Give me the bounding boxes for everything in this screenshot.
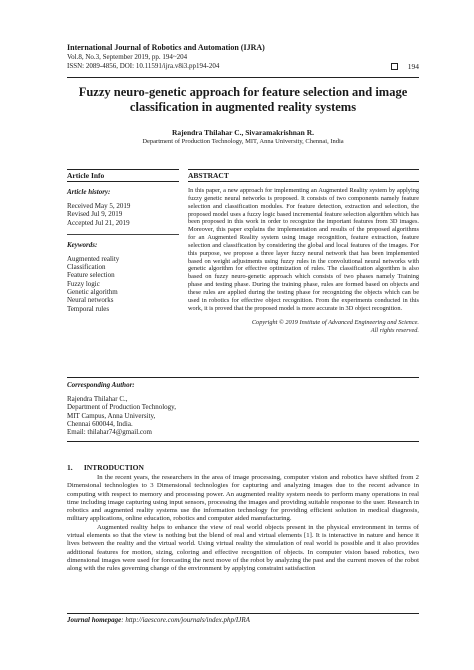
- corresponding-email: Email: thilahar74@gmail.com: [67, 428, 152, 437]
- history-label: Article history:: [67, 188, 111, 196]
- keyword: Temporal rules: [67, 304, 110, 313]
- copyright-line: Copyright © 2019 Institute of Advanced Engineering and Science.: [251, 318, 419, 326]
- keyword: Fuzzy logic: [67, 279, 100, 288]
- journal-header: [67, 43, 419, 70]
- corresponding-label: Corresponding Author:: [67, 381, 135, 389]
- abstract-section: [188, 169, 419, 335]
- page-number: 194: [407, 61, 419, 71]
- keyword: Neural networks: [67, 296, 114, 305]
- footer-rule: [67, 613, 419, 614]
- history-received: Received May 5, 2019: [67, 202, 131, 210]
- issn-line: ISSN: 2089-4856, DOI: 10.11591/ijra.v8i3.pp194-204: [67, 61, 220, 70]
- authors: Rajendra Thilahar C., Sivaramakrishnan R.: [171, 128, 315, 137]
- keyword: Genetic algorithm: [67, 288, 118, 297]
- homepage-url[interactable]: : http://iaescore.com/journals/index.php/IJRA: [121, 616, 250, 624]
- corresponding-author: [67, 377, 419, 442]
- homepage-label: Journal homepage: [67, 616, 122, 624]
- intro-body: [67, 474, 419, 574]
- intro-paragraph: Augmented reality helps to enhance the view of real world objects present in the physical environment in terms of virtual elements so that the view is nothing but the blend of real and virtual elements [1]. It is interactive in nature and hence it lives between the reality and the virtual world. Using virtual reality the simulation of real world is possible and it also provides additional features for motion, sizing, coloring and effective recognition of objects. In computer vision based robotics, two dimensional images were used for forecasting the next move of the robot by analyzing the past and the current moves of the robot along with the rules governing change of the environment by applying constraint satisfaction: [67, 523, 419, 573]
- corresponding-dept: Department of Production Technology,: [67, 403, 176, 412]
- corresponding-campus: MIT Campus, Anna University,: [67, 411, 156, 420]
- keyword: Augmented reality: [67, 254, 120, 263]
- corresponding-city: Chennai 600044, India.: [67, 419, 133, 428]
- volume-line: Vol.8, No.3, September 2019, pp. 194~204: [67, 53, 188, 61]
- journal-homepage: [67, 616, 250, 624]
- abstract-label: ABSTRACT: [188, 171, 229, 180]
- history-revised: Revised Jul 9, 2019: [67, 210, 123, 219]
- article-info: [67, 169, 179, 313]
- journal-name: International Journal of Robotics and Automation (IJRA): [67, 43, 265, 52]
- square-bullet-icon: [391, 63, 398, 70]
- article-info-label: Article Info: [67, 171, 105, 180]
- corresponding-name: Rajendra Thilahar C.,: [67, 395, 128, 403]
- intro-paragraph: In the recent years, the researchers in the area of image processing, computer vision and robotics have shifted from 2 Dimensional technologies to 3 Dimensional technologies for capturing and analyzing images due to the recent advance in computing with respect to memory and processing power. An augmented reality system needs to perform many operations in real time including image capturing using input sensors, processing the images and providing suitable response to the user. Research in robotics and augmented reality systems use the information technology for providing efficient solution in medical diagnosis, military applications, online education, robotics and computer aided manufacturing.: [67, 474, 419, 523]
- paper-title: Fuzzy neuro-genetic approach for feature selection and image classification in augmented reality systems: [78, 85, 408, 114]
- history-accepted: Accepted Jul 21, 2019: [67, 218, 130, 227]
- abstract-text: In this paper, a new approach for implementing an Augmented Reality system by applying fuzzy genetic neural networks is proposed. It consists of two components namely feature selection and classification modules. For feature detection, extraction and selection, the proposed model uses a fuzzy logic based incremental feature selection algorithm which has been proposed in this work in order to recognize the important features from 3D images. Moreover, this paper explains the implementation and results of the proposed algorithms for an Augmented Reality system using image recognition, feature extraction, feature selection and classification by considering the global and local features of the images. For this purpose, we propose a three layer fuzzy neural network that has been implemented based on weight adjustments using fuzzy rules in the convolutional neural networks with genetic algorithm for effective optimization of rules. The classification algorithm is also based on fuzzy neuro-genetic approach which consists of two phases namely Training phase and testing phase. During the training phase, rules are formed based on objects and these rules are applied during the testing phase for recognizing the objects which can be used in robotics for effective object recognition. From the experiments conducted in this work, it is proved that the proposed model is more accurate in 3D object recognition.: [188, 187, 419, 312]
- rights-line: All rights reserved.: [370, 326, 419, 334]
- keywords-label: Keywords:: [67, 240, 98, 249]
- keyword: Classification: [67, 263, 106, 272]
- keyword: Feature selection: [67, 271, 115, 280]
- affiliation: Department of Production Technology, MIT, Anna University, Chennai, India: [142, 138, 344, 145]
- header-rule: [67, 77, 419, 78]
- intro-heading: 1. INTRODUCTION: [67, 463, 144, 472]
